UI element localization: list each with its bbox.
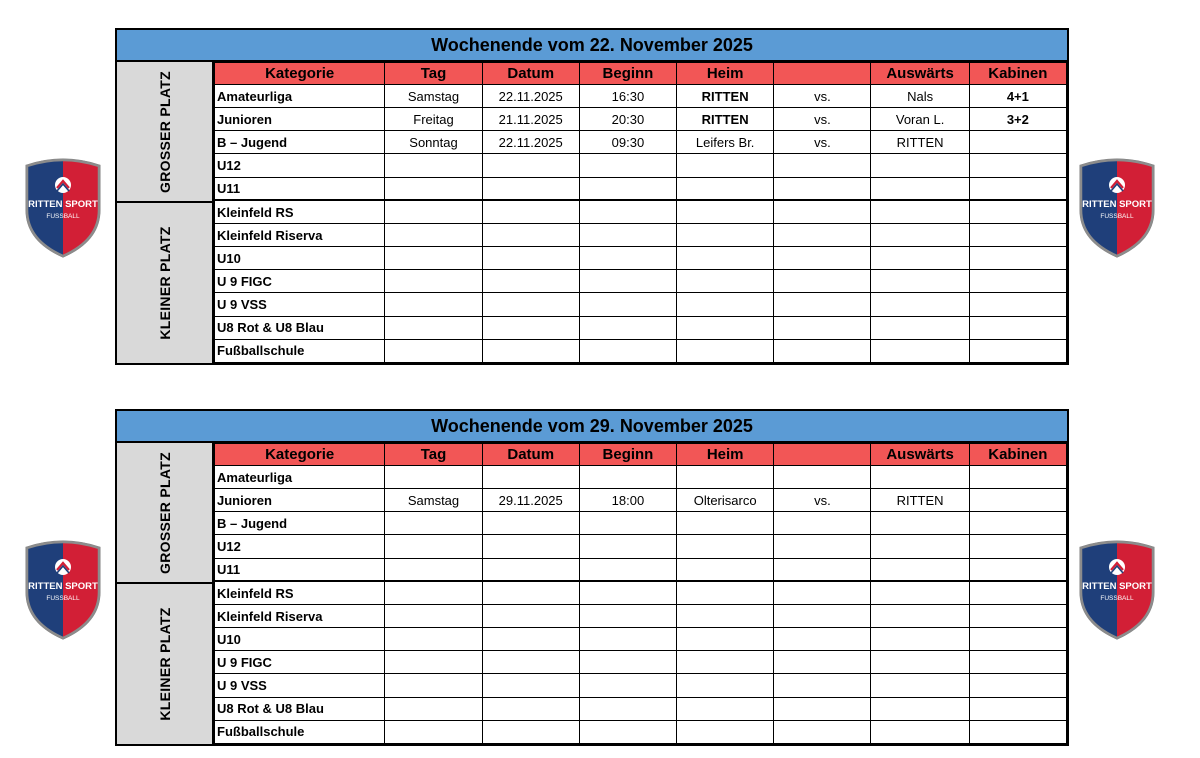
cell-auswaerts — [871, 628, 969, 651]
header-kategorie: Kategorie — [215, 63, 385, 85]
header-kabinen: Kabinen — [969, 63, 1066, 85]
cell-vs — [774, 316, 871, 339]
cell-auswaerts — [871, 674, 969, 697]
group-kleiner-platz: KLEINER PLATZ — [117, 201, 212, 363]
cell-datum — [482, 466, 579, 489]
cell-beginn — [579, 558, 676, 581]
cell-kategorie: U8 Rot & U8 Blau — [215, 697, 385, 720]
cell-vs — [774, 466, 871, 489]
cell-beginn — [579, 697, 676, 720]
group-grosser-platz: GROSSER PLATZ — [117, 62, 212, 201]
table-row — [215, 177, 1067, 200]
cell-beginn — [579, 270, 676, 293]
cell-kabinen — [969, 154, 1066, 177]
cell-heim — [677, 512, 774, 535]
cell-tag — [385, 316, 482, 339]
cell-datum — [482, 223, 579, 246]
table-row — [215, 131, 1067, 154]
cell-heim — [677, 177, 774, 200]
ritten-sport-logo — [1077, 540, 1157, 640]
cell-vs — [774, 535, 871, 558]
cell-kabinen — [969, 489, 1066, 512]
cell-beginn: 18:00 — [579, 489, 676, 512]
cell-beginn — [579, 200, 676, 223]
cell-datum — [482, 316, 579, 339]
cell-kabinen: 3+2 — [969, 108, 1066, 131]
cell-datum: 22.11.2025 — [482, 131, 579, 154]
cell-kabinen — [969, 223, 1066, 246]
cell-kategorie: U12 — [215, 535, 385, 558]
cell-kabinen — [969, 316, 1066, 339]
cell-kabinen — [969, 581, 1066, 604]
table-row — [215, 223, 1067, 246]
cell-kategorie: Kleinfeld Riserva — [215, 223, 385, 246]
cell-tag — [385, 651, 482, 674]
cell-beginn — [579, 604, 676, 627]
cell-kategorie: U 9 FIGC — [215, 270, 385, 293]
group-grosser-platz: GROSSER PLATZ — [117, 443, 212, 582]
cell-datum — [482, 581, 579, 604]
cell-tag: Freitag — [385, 108, 482, 131]
cell-auswaerts — [871, 316, 969, 339]
cell-auswaerts — [871, 720, 969, 743]
cell-kabinen — [969, 674, 1066, 697]
cell-kategorie: Kleinfeld RS — [215, 581, 385, 604]
cell-kategorie: U10 — [215, 628, 385, 651]
cell-kabinen — [969, 200, 1066, 223]
cell-datum: 22.11.2025 — [482, 85, 579, 108]
cell-auswaerts: RITTEN — [871, 489, 969, 512]
cell-kabinen — [969, 558, 1066, 581]
cell-kategorie: B – Jugend — [215, 512, 385, 535]
header-auswaerts: Auswärts — [871, 444, 969, 466]
cell-beginn — [579, 535, 676, 558]
cell-kabinen — [969, 512, 1066, 535]
table-row — [215, 154, 1067, 177]
cell-beginn — [579, 581, 676, 604]
table-row — [215, 674, 1067, 697]
header-tag: Tag — [385, 444, 482, 466]
cell-auswaerts — [871, 581, 969, 604]
cell-heim — [677, 339, 774, 362]
header-heim: Heim — [677, 63, 774, 85]
table-row — [215, 720, 1067, 743]
cell-kabinen — [969, 628, 1066, 651]
cell-kategorie: U12 — [215, 154, 385, 177]
cell-auswaerts — [871, 604, 969, 627]
table-row — [215, 651, 1067, 674]
cell-beginn — [579, 316, 676, 339]
cell-vs — [774, 651, 871, 674]
cell-kategorie: Fußballschule — [215, 339, 385, 362]
cell-heim — [677, 697, 774, 720]
cell-kabinen — [969, 247, 1066, 270]
cell-tag: Sonntag — [385, 131, 482, 154]
cell-datum — [482, 177, 579, 200]
table-row — [215, 604, 1067, 627]
cell-kabinen — [969, 131, 1066, 154]
schedule-week-1 — [115, 28, 1069, 365]
header-kategorie: Kategorie — [215, 444, 385, 466]
field-groups — [117, 443, 214, 744]
table-row — [215, 200, 1067, 223]
cell-auswaerts — [871, 339, 969, 362]
cell-tag — [385, 223, 482, 246]
cell-vs — [774, 674, 871, 697]
header-beginn: Beginn — [579, 63, 676, 85]
cell-auswaerts — [871, 466, 969, 489]
cell-kabinen — [969, 604, 1066, 627]
cell-datum — [482, 512, 579, 535]
table-row — [215, 466, 1067, 489]
table-row — [215, 293, 1067, 316]
cell-datum — [482, 535, 579, 558]
header-beginn: Beginn — [579, 444, 676, 466]
cell-datum — [482, 293, 579, 316]
schedule-week-2 — [115, 409, 1069, 746]
cell-kategorie: U 9 FIGC — [215, 651, 385, 674]
cell-vs — [774, 293, 871, 316]
cell-vs — [774, 720, 871, 743]
cell-tag — [385, 270, 482, 293]
table-row — [215, 628, 1067, 651]
cell-heim — [677, 720, 774, 743]
cell-auswaerts: RITTEN — [871, 131, 969, 154]
cell-datum — [482, 558, 579, 581]
cell-heim — [677, 154, 774, 177]
cell-heim — [677, 316, 774, 339]
cell-tag — [385, 177, 482, 200]
cell-heim: Olterisarco — [677, 489, 774, 512]
cell-kategorie: Amateurliga — [215, 85, 385, 108]
cell-vs — [774, 628, 871, 651]
cell-tag — [385, 247, 482, 270]
cell-auswaerts — [871, 200, 969, 223]
cell-vs — [774, 581, 871, 604]
cell-vs — [774, 339, 871, 362]
cell-kategorie: B – Jugend — [215, 131, 385, 154]
cell-beginn — [579, 720, 676, 743]
cell-vs — [774, 604, 871, 627]
cell-beginn: 20:30 — [579, 108, 676, 131]
cell-datum — [482, 720, 579, 743]
field-groups — [117, 62, 214, 363]
cell-heim — [677, 581, 774, 604]
cell-tag — [385, 720, 482, 743]
cell-kabinen — [969, 697, 1066, 720]
cell-auswaerts — [871, 651, 969, 674]
cell-datum — [482, 270, 579, 293]
header-datum: Datum — [482, 444, 579, 466]
cell-beginn — [579, 154, 676, 177]
ritten-sport-logo — [23, 540, 103, 640]
cell-kabinen — [969, 293, 1066, 316]
cell-auswaerts — [871, 535, 969, 558]
cell-vs — [774, 247, 871, 270]
header-vs — [774, 63, 871, 85]
cell-tag — [385, 674, 482, 697]
cell-vs: vs. — [774, 489, 871, 512]
cell-tag — [385, 535, 482, 558]
cell-tag — [385, 628, 482, 651]
cell-heim — [677, 604, 774, 627]
cell-auswaerts — [871, 177, 969, 200]
cell-kabinen — [969, 270, 1066, 293]
cell-auswaerts — [871, 293, 969, 316]
table-row — [215, 108, 1067, 131]
cell-datum — [482, 247, 579, 270]
cell-datum — [482, 339, 579, 362]
cell-auswaerts — [871, 270, 969, 293]
table-row — [215, 270, 1067, 293]
cell-auswaerts — [871, 247, 969, 270]
cell-datum — [482, 154, 579, 177]
schedule-title: Wochenende vom 22. November 2025 — [117, 30, 1067, 62]
table-row — [215, 489, 1067, 512]
cell-heim — [677, 535, 774, 558]
cell-kategorie: U11 — [215, 177, 385, 200]
cell-heim: RITTEN — [677, 108, 774, 131]
cell-kabinen — [969, 466, 1066, 489]
cell-heim — [677, 558, 774, 581]
cell-heim: RITTEN — [677, 85, 774, 108]
cell-tag — [385, 154, 482, 177]
cell-beginn — [579, 651, 676, 674]
cell-datum — [482, 674, 579, 697]
cell-tag — [385, 558, 482, 581]
ritten-sport-logo — [1077, 158, 1157, 258]
cell-kabinen — [969, 720, 1066, 743]
cell-auswaerts — [871, 697, 969, 720]
cell-heim — [677, 293, 774, 316]
schedule-table — [214, 62, 1067, 363]
cell-auswaerts — [871, 512, 969, 535]
header-kabinen: Kabinen — [969, 444, 1066, 466]
header-tag: Tag — [385, 63, 482, 85]
cell-kategorie: Junioren — [215, 489, 385, 512]
cell-heim — [677, 223, 774, 246]
cell-vs — [774, 177, 871, 200]
cell-heim — [677, 628, 774, 651]
cell-tag — [385, 293, 482, 316]
cell-datum — [482, 628, 579, 651]
cell-tag — [385, 604, 482, 627]
schedule-title: Wochenende vom 29. November 2025 — [117, 411, 1067, 443]
cell-heim — [677, 247, 774, 270]
table-row — [215, 581, 1067, 604]
table-row — [215, 247, 1067, 270]
cell-kabinen — [969, 339, 1066, 362]
cell-tag — [385, 200, 482, 223]
cell-heim — [677, 466, 774, 489]
cell-vs — [774, 697, 871, 720]
table-row — [215, 697, 1067, 720]
cell-datum: 29.11.2025 — [482, 489, 579, 512]
cell-datum — [482, 651, 579, 674]
cell-kategorie: U10 — [215, 247, 385, 270]
cell-beginn: 09:30 — [579, 131, 676, 154]
cell-kabinen — [969, 651, 1066, 674]
table-row — [215, 316, 1067, 339]
table-row — [215, 535, 1067, 558]
cell-vs: vs. — [774, 85, 871, 108]
cell-heim — [677, 651, 774, 674]
cell-vs — [774, 512, 871, 535]
cell-beginn — [579, 512, 676, 535]
table-row — [215, 85, 1067, 108]
cell-kabinen — [969, 177, 1066, 200]
cell-tag — [385, 512, 482, 535]
cell-vs — [774, 558, 871, 581]
cell-auswaerts: Voran L. — [871, 108, 969, 131]
cell-kategorie: Junioren — [215, 108, 385, 131]
cell-vs: vs. — [774, 108, 871, 131]
cell-heim — [677, 270, 774, 293]
cell-tag — [385, 697, 482, 720]
cell-heim: Leifers Br. — [677, 131, 774, 154]
cell-beginn — [579, 339, 676, 362]
cell-tag — [385, 339, 482, 362]
cell-vs — [774, 223, 871, 246]
cell-datum — [482, 200, 579, 223]
header-auswaerts: Auswärts — [871, 63, 969, 85]
cell-auswaerts — [871, 558, 969, 581]
cell-heim — [677, 674, 774, 697]
cell-tag: Samstag — [385, 489, 482, 512]
cell-beginn — [579, 293, 676, 316]
cell-beginn — [579, 674, 676, 697]
cell-kategorie: U8 Rot & U8 Blau — [215, 316, 385, 339]
cell-beginn: 16:30 — [579, 85, 676, 108]
cell-datum: 21.11.2025 — [482, 108, 579, 131]
cell-vs — [774, 154, 871, 177]
cell-kabinen: 4+1 — [969, 85, 1066, 108]
cell-kategorie: U11 — [215, 558, 385, 581]
schedule-table — [214, 443, 1067, 744]
cell-auswaerts — [871, 154, 969, 177]
cell-vs: vs. — [774, 131, 871, 154]
cell-beginn — [579, 247, 676, 270]
group-kleiner-platz: KLEINER PLATZ — [117, 582, 212, 744]
cell-beginn — [579, 628, 676, 651]
cell-kategorie: U 9 VSS — [215, 293, 385, 316]
table-row — [215, 339, 1067, 362]
cell-beginn — [579, 177, 676, 200]
cell-heim — [677, 200, 774, 223]
ritten-sport-logo — [23, 158, 103, 258]
table-row — [215, 558, 1067, 581]
header-datum: Datum — [482, 63, 579, 85]
cell-kategorie: Amateurliga — [215, 466, 385, 489]
cell-vs — [774, 200, 871, 223]
cell-kabinen — [969, 535, 1066, 558]
cell-datum — [482, 604, 579, 627]
header-vs — [774, 444, 871, 466]
cell-kategorie: Fußballschule — [215, 720, 385, 743]
cell-kategorie: U 9 VSS — [215, 674, 385, 697]
cell-auswaerts: Nals — [871, 85, 969, 108]
cell-tag — [385, 466, 482, 489]
cell-tag: Samstag — [385, 85, 482, 108]
cell-beginn — [579, 223, 676, 246]
header-heim: Heim — [677, 444, 774, 466]
cell-vs — [774, 270, 871, 293]
cell-kategorie: Kleinfeld Riserva — [215, 604, 385, 627]
cell-beginn — [579, 466, 676, 489]
cell-datum — [482, 697, 579, 720]
cell-kategorie: Kleinfeld RS — [215, 200, 385, 223]
cell-tag — [385, 581, 482, 604]
cell-auswaerts — [871, 223, 969, 246]
table-row — [215, 512, 1067, 535]
